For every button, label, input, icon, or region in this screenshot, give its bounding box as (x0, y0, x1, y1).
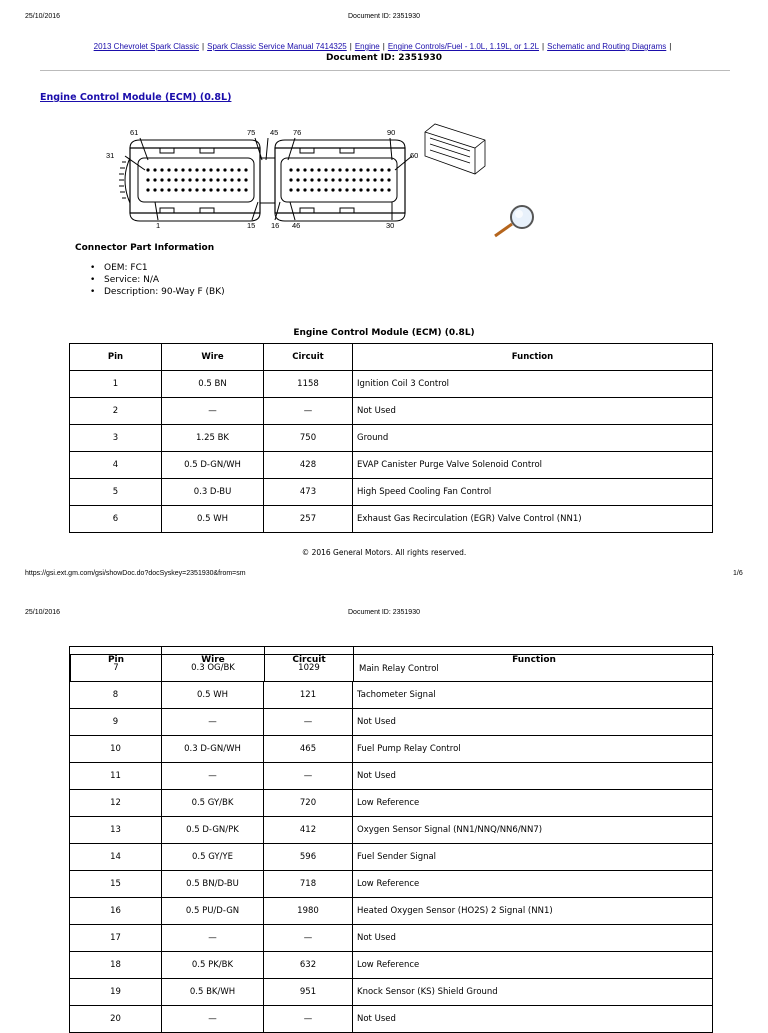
page-header-docid: Document ID: 2351930 (348, 609, 420, 616)
cell-pin: 9 (70, 709, 162, 736)
cell-function: Low Reference (353, 790, 713, 817)
table-row (70, 709, 713, 736)
cell-circuit: 412 (264, 817, 353, 844)
cell-function: Oxygen Sensor Signal (NN1/NNQ/NN6/NN7) (353, 817, 713, 844)
column-header-pin: Pin (107, 655, 125, 665)
cell-pin: 14 (70, 844, 162, 871)
cell-circuit: 121 (264, 682, 353, 709)
list-item: • Service: N/A (90, 274, 225, 286)
table-row (70, 479, 713, 506)
table-row (70, 979, 713, 1006)
cell-pin: 7 (113, 663, 119, 673)
cell-wire: 1.25 BK (162, 425, 264, 452)
cell-circuit: — (264, 398, 353, 425)
table-row (70, 506, 713, 533)
table-row (70, 425, 713, 452)
table-row (70, 952, 713, 979)
cell-wire: 0.5 GY/BK (162, 790, 264, 817)
cell-function: Not Used (353, 925, 713, 952)
table-header-row (70, 344, 713, 371)
cell-circuit: 257 (264, 506, 353, 533)
table-title: Engine Control Module (ECM) (0.8L) (293, 328, 475, 338)
section-title-link[interactable]: Engine Control Module (ECM) (0.8L) (40, 92, 232, 103)
cell-function: Fuel Pump Relay Control (353, 736, 713, 763)
magnifier-icon[interactable] (495, 206, 533, 236)
cell-circuit: 465 (264, 736, 353, 763)
cell-wire: 0.5 PK/BK (162, 952, 264, 979)
cell-wire: 0.5 BN (162, 371, 264, 398)
pinout-table-page2 (69, 681, 713, 1033)
cell-wire: 0.5 WH (162, 506, 264, 533)
cell-function: Heated Oxygen Sensor (HO2S) 2 Signal (NN1) (353, 898, 713, 925)
breadcrumb-link-engine[interactable]: Engine (354, 42, 380, 51)
connector-diagram (100, 118, 560, 243)
cell-circuit: — (264, 1006, 353, 1033)
pin-label-45: 45 (270, 128, 279, 137)
cell-pin: 10 (70, 736, 162, 763)
pin-label-31: 31 (106, 151, 115, 160)
table-row (70, 452, 713, 479)
list-item: • Description: 90-Way F (BK) (90, 286, 225, 298)
column-header-wire: Wire (162, 344, 264, 371)
pinout-table-page1 (69, 343, 713, 533)
pin-label-46: 46 (292, 221, 301, 230)
cell-pin: 12 (70, 790, 162, 817)
cell-pin: 6 (70, 506, 162, 533)
connector-info-list (90, 262, 225, 298)
table-row (70, 682, 713, 709)
breadcrumb-separator: | (202, 42, 205, 51)
cell-function: Low Reference (353, 952, 713, 979)
table-row (70, 817, 713, 844)
cell-function: Not Used (353, 1006, 713, 1033)
page-header-date: 25/10/2016 (25, 609, 61, 616)
cell-function: High Speed Cooling Fan Control (353, 479, 713, 506)
pin-label-15: 15 (247, 221, 256, 230)
table-row (70, 925, 713, 952)
column-header-function: Function (353, 344, 713, 371)
cell-circuit: 1980 (264, 898, 353, 925)
table-row (70, 898, 713, 925)
column-header-circuit: Circuit (292, 655, 326, 665)
table-row (70, 371, 713, 398)
page-header-docid: Document ID: 2351930 (348, 13, 420, 20)
table-row (70, 1006, 713, 1033)
cell-circuit: 750 (264, 425, 353, 452)
cell-pin: 20 (70, 1006, 162, 1033)
cell-circuit: 1029 (298, 663, 320, 673)
pin-label-76: 76 (293, 128, 302, 137)
table-row (70, 790, 713, 817)
column-header-circuit: Circuit (264, 344, 353, 371)
cell-pin: 8 (70, 682, 162, 709)
list-item: • OEM: FC1 (90, 262, 225, 274)
cell-circuit: 596 (264, 844, 353, 871)
cell-circuit: — (264, 925, 353, 952)
cell-wire: 0.5 BK/WH (162, 979, 264, 1006)
cell-circuit: 632 (264, 952, 353, 979)
pin-label-75: 75 (247, 128, 256, 137)
cell-wire: 0.5 D-GN/PK (162, 817, 264, 844)
table-row (70, 763, 713, 790)
table-row (70, 398, 713, 425)
cell-function: Fuel Sender Signal (353, 844, 713, 871)
cell-wire: 0.3 D-BU (162, 479, 264, 506)
divider (40, 70, 730, 71)
cell-pin: 15 (70, 871, 162, 898)
cell-pin: 18 (70, 952, 162, 979)
cell-circuit: 951 (264, 979, 353, 1006)
cell-function: Exhaust Gas Recirculation (EGR) Valve Control (NN1) (353, 506, 713, 533)
cell-circuit: 1158 (264, 371, 353, 398)
cell-wire: 0.5 GY/YE (162, 844, 264, 871)
pin-label-30: 30 (386, 221, 395, 230)
cell-pin: 2 (70, 398, 162, 425)
document-id: Document ID: 2351930 (325, 53, 443, 63)
cell-pin: 4 (70, 452, 162, 479)
cell-pin: 3 (70, 425, 162, 452)
cell-wire: 0.5 PU/D-GN (162, 898, 264, 925)
cell-wire: — (162, 709, 264, 736)
pin-label-1: 1 (156, 221, 161, 230)
connector-info-title: Connector Part Information (75, 243, 215, 253)
cell-wire: 0.5 D-GN/WH (162, 452, 264, 479)
page-footer-number: 1/6 (733, 570, 743, 577)
table-row (70, 844, 713, 871)
cell-wire: 0.5 WH (162, 682, 264, 709)
pin-label-90: 90 (387, 128, 396, 137)
breadcrumb-separator: | (349, 42, 352, 51)
cell-function: Ignition Coil 3 Control (353, 371, 713, 398)
cell-pin: 16 (70, 898, 162, 925)
cell-pin: 13 (70, 817, 162, 844)
pin-label-16: 16 (271, 221, 280, 230)
cell-function: Knock Sensor (KS) Shield Ground (353, 979, 713, 1006)
breadcrumb-separator: | (669, 42, 672, 51)
cell-pin: 11 (70, 763, 162, 790)
copyright-notice: © 2016 General Motors. All rights reserved. (301, 548, 467, 557)
breadcrumb-separator: | (382, 42, 385, 51)
cell-function: Ground (353, 425, 713, 452)
cell-function: EVAP Canister Purge Valve Solenoid Control (353, 452, 713, 479)
breadcrumb-separator: | (542, 42, 545, 51)
cell-circuit: 718 (264, 871, 353, 898)
pin-label-60: 60 (410, 151, 419, 160)
pin-label-61: 61 (130, 128, 139, 137)
cell-function: Tachometer Signal (353, 682, 713, 709)
breadcrumb-link-vehicle[interactable]: 2013 Chevrolet Spark Classic (93, 42, 200, 51)
cell-function: Low Reference (353, 871, 713, 898)
cell-pin: 5 (70, 479, 162, 506)
breadcrumb-link-engine-controls[interactable]: Engine Controls/Fuel - 1.0L, 1.19L, or 1.2L (387, 42, 540, 51)
page-header-date: 25/10/2016 (25, 13, 61, 20)
cell-circuit: — (264, 763, 353, 790)
cell-circuit: — (264, 709, 353, 736)
breadcrumb-link-manual[interactable]: Spark Classic Service Manual 7414325 (207, 42, 347, 51)
breadcrumb (0, 42, 768, 51)
cell-function: Not Used (353, 398, 713, 425)
cell-circuit: 428 (264, 452, 353, 479)
column-header-wire: Wire (201, 655, 225, 665)
cell-pin: 17 (70, 925, 162, 952)
column-header-pin: Pin (70, 344, 162, 371)
cell-wire: 0.5 BN/D-BU (162, 871, 264, 898)
breadcrumb-link-schematics[interactable]: Schematic and Routing Diagrams (547, 42, 667, 51)
cell-pin: 1 (70, 371, 162, 398)
table-row (70, 871, 713, 898)
cell-circuit: 473 (264, 479, 353, 506)
cell-function: Not Used (353, 763, 713, 790)
connector-isometric-icon (425, 124, 485, 174)
cell-wire: — (162, 1006, 264, 1033)
table-header-overlap (69, 646, 713, 682)
cell-function: Main Relay Control (359, 664, 439, 674)
cell-wire: — (162, 398, 264, 425)
table-row (70, 736, 713, 763)
cell-wire: — (162, 925, 264, 952)
cell-wire: — (162, 763, 264, 790)
cell-wire: 0.3 OG/BK (191, 663, 235, 673)
cell-wire: 0.3 D-GN/WH (162, 736, 264, 763)
column-header-function: Function (512, 655, 556, 665)
cell-circuit: 720 (264, 790, 353, 817)
page-footer-url: https://gsi.ext.gm.com/gsi/showDoc.do?docSyskey=2351930&from=sm (25, 570, 246, 577)
cell-pin: 19 (70, 979, 162, 1006)
cell-function: Not Used (353, 709, 713, 736)
